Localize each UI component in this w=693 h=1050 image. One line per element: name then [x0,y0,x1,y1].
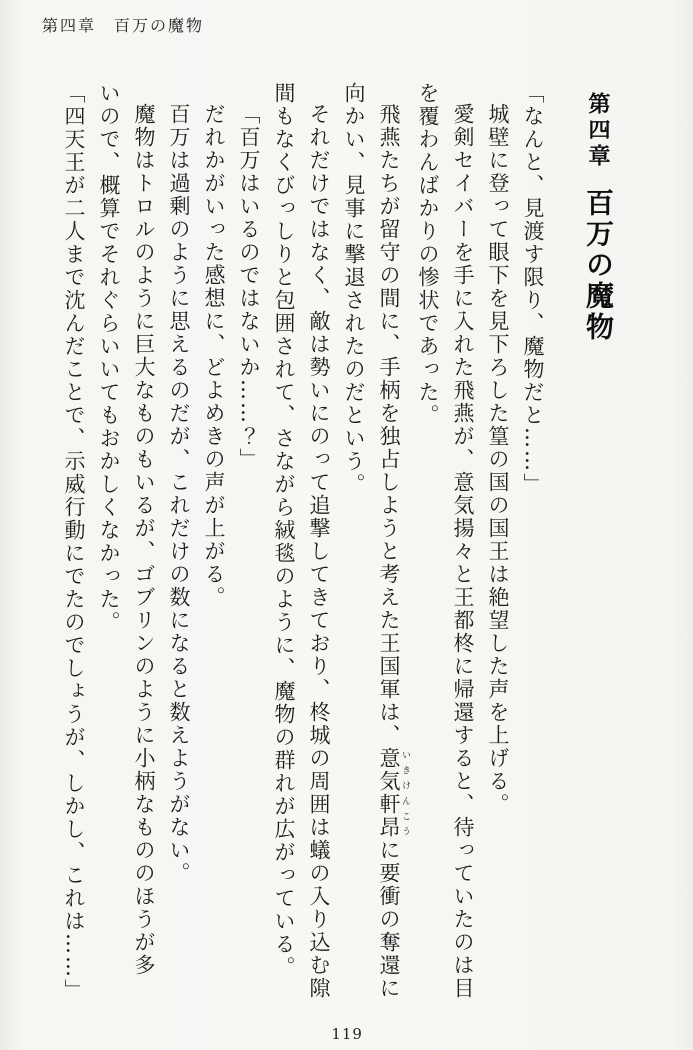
chapter-heading [576,82,620,1014]
text-line: 愛剣セイバーを手に入れた飛燕が、意気揚々と王都柊に帰還すると、待っていたのは目 [451,103,475,1000]
text-line: 間もなくびっしりと包囲されて、さながら絨毯のように、魔物の群れが広がっている。 [272,82,296,979]
ruby-base: 意気軒昂 [377,747,401,839]
text-line [371,82,410,1014]
text-line: 魔物はトロルのように巨大なものもいるが、ゴブリンのように小柄なもののほうが多 [132,103,156,977]
vertical-text-block [56,82,620,1014]
ruby-furigana: いきけんこう [400,747,410,839]
ruby-annotation [377,747,410,839]
running-header: 第四章 百万の魔物 [42,16,205,35]
text-line: 「なんと、見渡す限り、魔物だと……」 [521,82,545,496]
line-text: 飛燕たちが留守の間に、手柄を独占しようと考えた王国軍は、 [377,103,401,747]
text-line: いので、概算でそれぐらいいてもおかしくなかった。 [97,82,121,634]
text-line: だれかがいった感想に、どよめきの声が上がる。 [202,103,226,609]
line-text: に要衝の奪還に [377,839,401,1000]
text-line: 向かい、見事に撃退されたのだという。 [342,82,366,496]
text-line: 「百万はいるのではないか……？」 [237,103,261,471]
chapter-title: 百万の魔物 [582,188,615,343]
chapter-number: 第四章 [585,92,611,170]
text-line: 城壁に登って眼下を見下ろした篁の国の国王は絶望した声を上げる。 [486,103,510,816]
text-line: 「四天王が二人まで沈んだことで、示威行動にでたのでしょうが、しかし、これは……」 [62,82,86,1002]
text-line: それだけではなく、敵は勢いにのって追撃してきており、柊城の周囲は蟻の入り込む隙 [307,103,331,1000]
text-line: を覆わんばかりの惨状であった。 [416,82,440,427]
page-number: 119 [331,1025,363,1043]
text-line: 百万は過剰のように思えるのだが、これだけの数になると数えようがない。 [167,103,191,885]
